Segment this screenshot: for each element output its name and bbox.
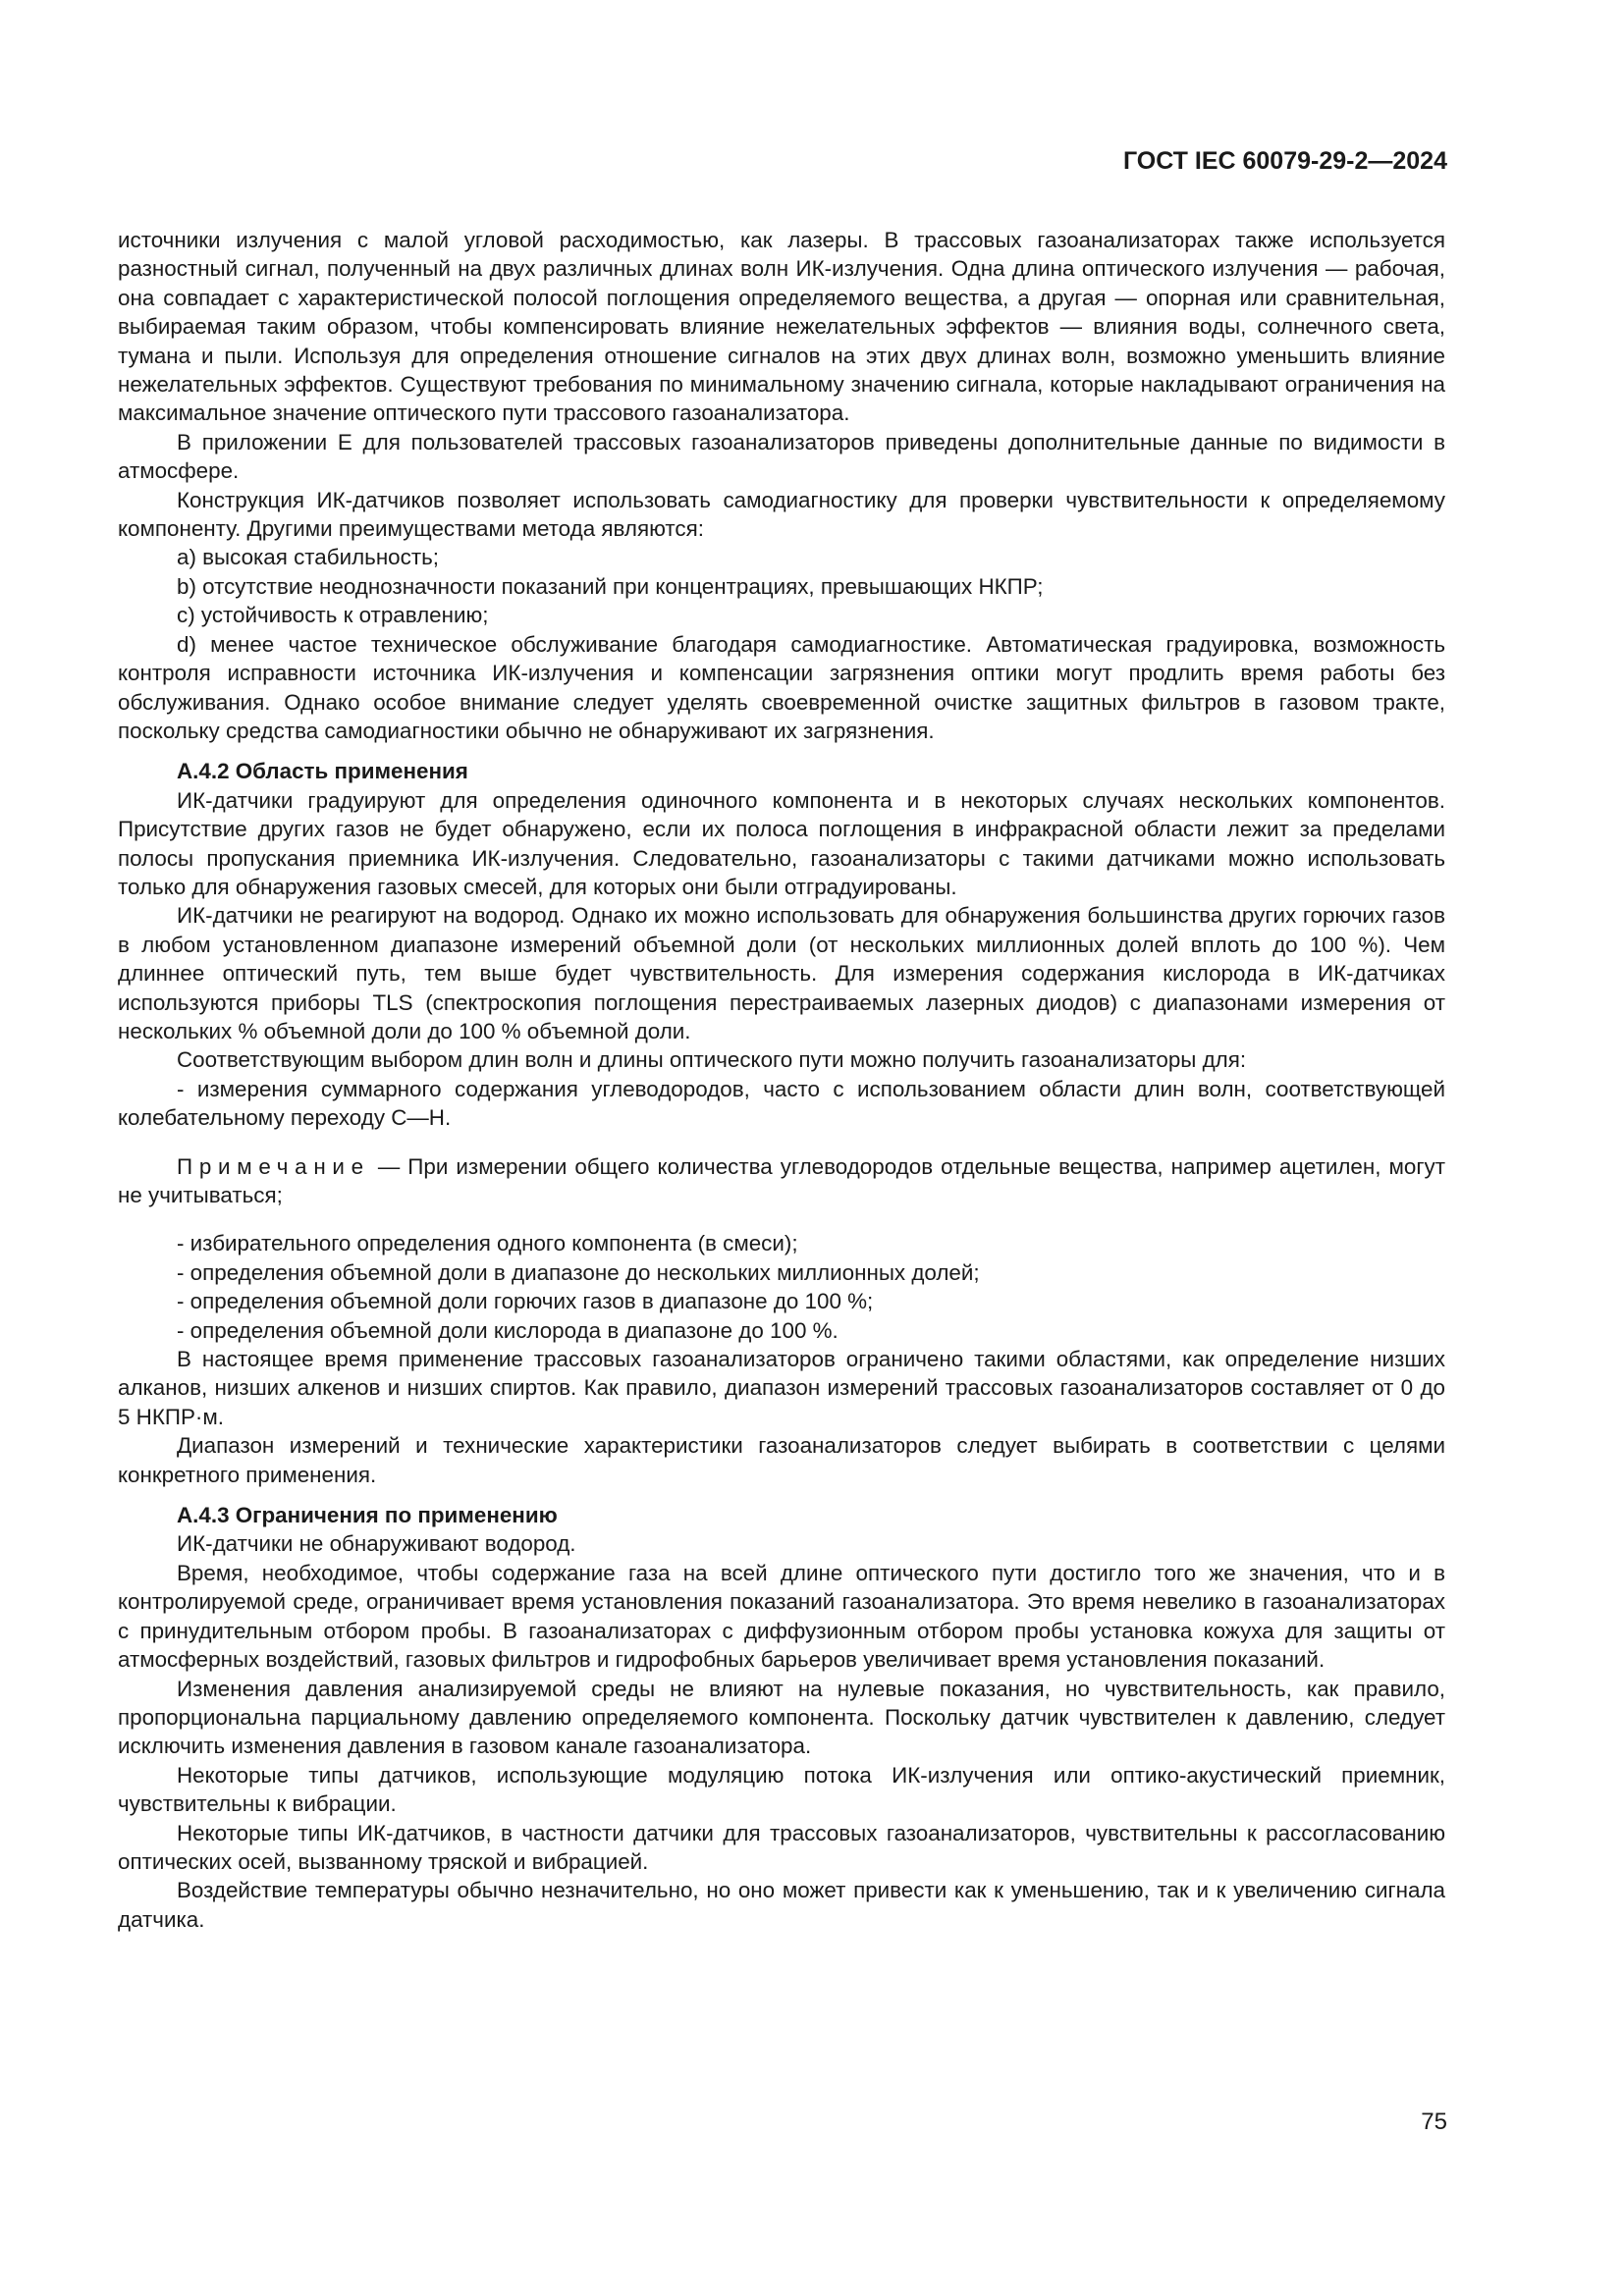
paragraph: Диапазон измерений и технические характеристики газоанализаторов следует выбирать в соответствии с целями конкретного применения. xyxy=(118,1433,1445,1487)
paragraph: Воздействие температуры обычно незначительно, но оно может привести как к уменьшению, так и к увеличению сигнала датчика. xyxy=(118,1878,1445,1932)
paragraph: В приложении E для пользователей трассовых газоанализаторов приведены дополнительные данные по видимости в атмосфере. xyxy=(118,429,1445,484)
document-header: ГОСТ IEC 60079-29-2—2024 xyxy=(1122,147,1447,175)
dash-list-item: - измерения суммарного содержания углеводородов, часто с использованием области длин волн, соответствующей колебательному переходу С—Н. xyxy=(118,1076,1445,1131)
paragraph: Соответствующим выбором длин волн и длины оптического пути можно получить газоанализаторы для: xyxy=(177,1047,1247,1073)
paragraph: Изменения давления анализируемой среды не влияют на нулевые показания, но чувствительность, как правило, пропорциональна парциальному давлению определяемого компонента. Поскольку датчик чувствителен к давлению, следует исключить изменения давления в газовом канале газоанализатора. xyxy=(118,1676,1445,1759)
paragraph: Конструкция ИК-датчиков позволяет использовать самодиагностику для проверки чувствительности к определяемому компоненту. Другими преимуществами метода являются: xyxy=(118,487,1445,542)
paragraph: Некоторые типы датчиков, использующие модуляцию потока ИК-излучения или оптико-акустический приемник, чувствительны к вибрации. xyxy=(118,1762,1445,1817)
list-item: b) отсутствие неоднозначности показаний при концентрациях, превышающих НКПР; xyxy=(177,573,1044,599)
list-item: а) высокая стабильность; xyxy=(177,545,439,570)
page-number: 75 xyxy=(1421,2109,1447,2135)
document-body xyxy=(118,226,1445,1934)
dash-list-item: - избирательного определения одного компонента (в смеси); xyxy=(177,1231,798,1256)
list-item: с) устойчивость к отравлению; xyxy=(177,603,489,628)
paragraph: В настоящее время применение трассовых газоанализаторов ограничено такими областями, как определение низших алканов, низших алкенов и низших спиртов. Как правило, диапазон измерений трассовых газоанализаторов составляет от 0 до 5 НКПР·м. xyxy=(118,1347,1445,1429)
paragraph: ИК-датчики не реагируют на водород. Однако их можно использовать для обнаружения большинства других горючих газов в любом установленном диапазоне измерений объемной доли (от нескольких миллионных долей вплоть до 100 %). Чем длиннее оптический путь, тем выше будет чувствительность. Для измерения содержания кислорода в ИК-датчиках используются приборы TLS (спектроскопия поглощения перестраиваемых лазерных диодов) с диапазонами измерения от нескольких % объемной доли до 100 % объемной доли. xyxy=(118,903,1445,1043)
paragraph: источники излучения с малой угловой расходимостью, как лазеры. В трассовых газоанализаторах также используется разностный сигнал, полученный на двух различных длинах волн ИК-излучения. Одна длина оптического излучения — рабочая, она совпадает с характеристической полосой поглощения определяемого вещества, а другая — опорная или сравнительная, выбираемая таким образом, чтобы компенсировать влияние нежелательных эффектов — влияния воды, солнечного света, тумана и пыли. Используя для определения отношение сигналов на этих двух длинах волн, возможно уменьшить влияние нежелательных эффектов. Существуют требования по минимальному значению сигнала, которые накладывают ограничения на максимальное значение оптического пути трассового газоанализатора. xyxy=(118,228,1445,426)
list-item: d) менее частое техническое обслуживание благодаря самодиагностике. Автоматическая градуировка, возможность контроля исправности источника ИК-излучения и компенсации загрязнения оптики могут продлить время работы без обслуживания. Однако особое внимание следует уделять своевременной очистке защитных фильтров в газовом тракте, поскольку средства самодиагностики обычно не обнаруживают их загрязнения. xyxy=(118,631,1445,743)
paragraph: Некоторые типы ИК-датчиков, в частности датчики для трассовых газоанализаторов, чувствительны к рассогласованию оптических осей, вызванному тряской и вибрацией. xyxy=(118,1820,1445,1874)
note xyxy=(118,1152,1445,1210)
dash-list-item: - определения объемной доли горючих газов в диапазоне до 100 %; xyxy=(177,1289,874,1314)
section-heading: А.4.2 Область применения xyxy=(177,759,468,784)
paragraph: ИК-датчики градуируют для определения одиночного компонента и в некоторых случаях нескольких компонентов. Присутствие других газов не будет обнаружено, если их полоса поглощения в инфракрасной области лежит за пределами полосы пропускания приемника ИК-излучения. Следовательно, газоанализаторы с такими датчиками можно использовать только для обнаружения газовых смесей, для которых они были отградуированы. xyxy=(118,787,1445,899)
dash-list-item: - определения объемной доли в диапазоне до нескольких миллионных долей; xyxy=(177,1259,980,1285)
note-label: Примечание xyxy=(177,1153,370,1179)
dash-list-item: - определения объемной доли кислорода в диапазоне до 100 %. xyxy=(177,1317,839,1343)
note-text: — При измерении общего количества углеводородов отдельные вещества, например ацетилен, могут не учитываться; xyxy=(118,1153,1445,1207)
paragraph: ИК-датчики не обнаруживают водород. xyxy=(177,1531,576,1557)
paragraph: Время, необходимое, чтобы содержание газа на всей длине оптического пути достигло того же значения, что и в контролируемой среде, ограничивает время установления показаний газоанализатора. Это время невелико в газоанализаторах с принудительным отбором пробы. В газоанализаторах с диффузионным отбором пробы установка кожуха для защиты от атмосферных воздействий, газовых фильтров и гидрофобных барьеров увеличивает время установления показаний. xyxy=(118,1560,1445,1673)
section-heading: А.4.3 Ограничения по применению xyxy=(177,1503,558,1528)
